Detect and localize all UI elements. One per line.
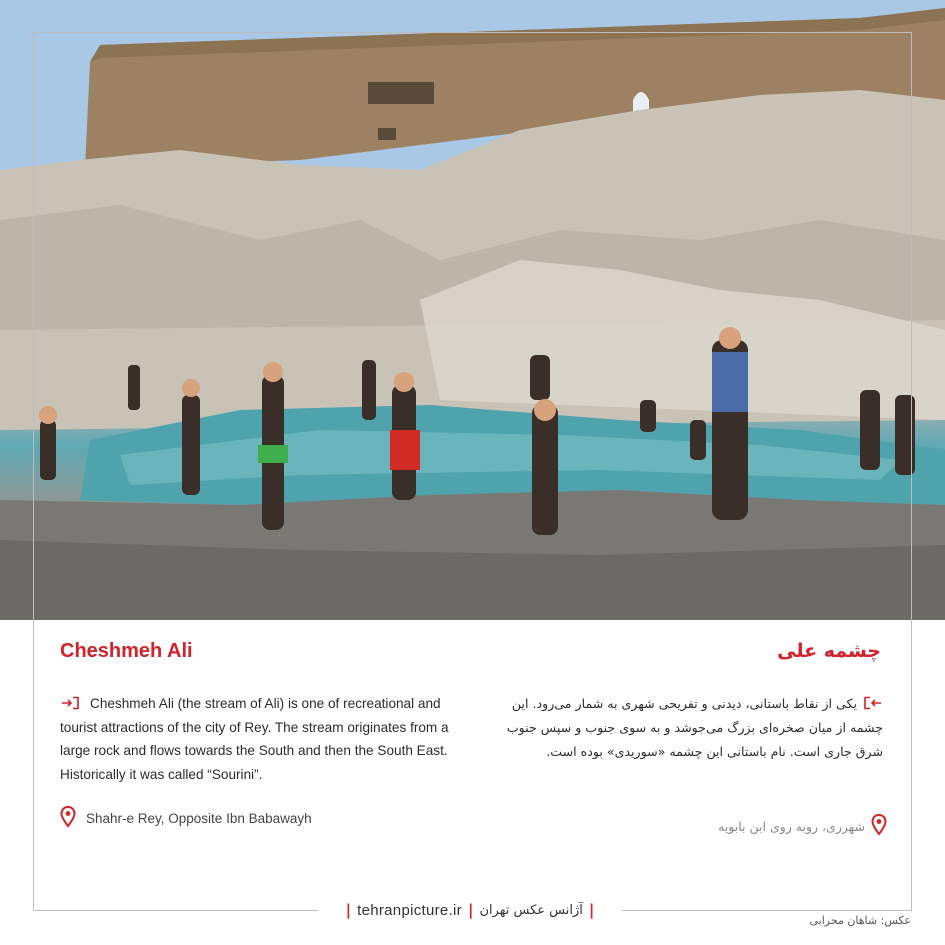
location-persian-label: شهرری، روبه روی ابن بابویه — [718, 818, 865, 834]
footer-bar-right: | — [588, 901, 595, 919]
frame-right — [911, 32, 912, 910]
description-english: Cheshmeh Ali (the stream of Ali) is one of recreational and tourist attractions of the city of Rey. The stream originates from a large rock and flows towards the South and then the South East. Historically it was called “Sourini”. — [60, 696, 449, 782]
frame-left — [33, 32, 34, 910]
frame-bottom-left — [33, 910, 318, 911]
location-english — [60, 806, 312, 830]
location-persian — [718, 814, 887, 838]
footer-agency-name: آژانس عکس تهران — [479, 902, 583, 918]
map-pin-icon — [871, 814, 887, 839]
map-pin-icon — [60, 806, 76, 831]
frame-top — [33, 32, 912, 33]
footer-brand — [318, 898, 622, 922]
description-persian: یکی از نقاط باستانی، دیدنی و تفریحی شهری به شمار می‌رود. این چشمه از میان صخره‌ای بزرگ می‌جوشد و به سوی جنوب و سپس جنوب شرق جاری است. نام باستانی این چشمه «سوریدی» بوده است. — [506, 696, 883, 759]
frame-bottom-right — [622, 910, 912, 911]
location-english-label: Shahr-e Rey, Opposite Ibn Babawayh — [86, 810, 312, 826]
footer-bar-mid: | — [467, 901, 474, 919]
description-english-block — [60, 692, 452, 786]
title-persian: چشمه علی — [777, 640, 881, 662]
footer-bar-left: | — [345, 901, 352, 919]
photo-credit: عکس: شاهان محرابی — [809, 914, 911, 927]
description-persian-block — [483, 692, 883, 764]
sign-in-icon — [60, 694, 80, 708]
sign-in-icon — [863, 694, 883, 708]
title-english: Cheshmeh Ali — [60, 640, 193, 662]
footer-site-link[interactable]: tehranpicture.ir — [357, 901, 462, 919]
